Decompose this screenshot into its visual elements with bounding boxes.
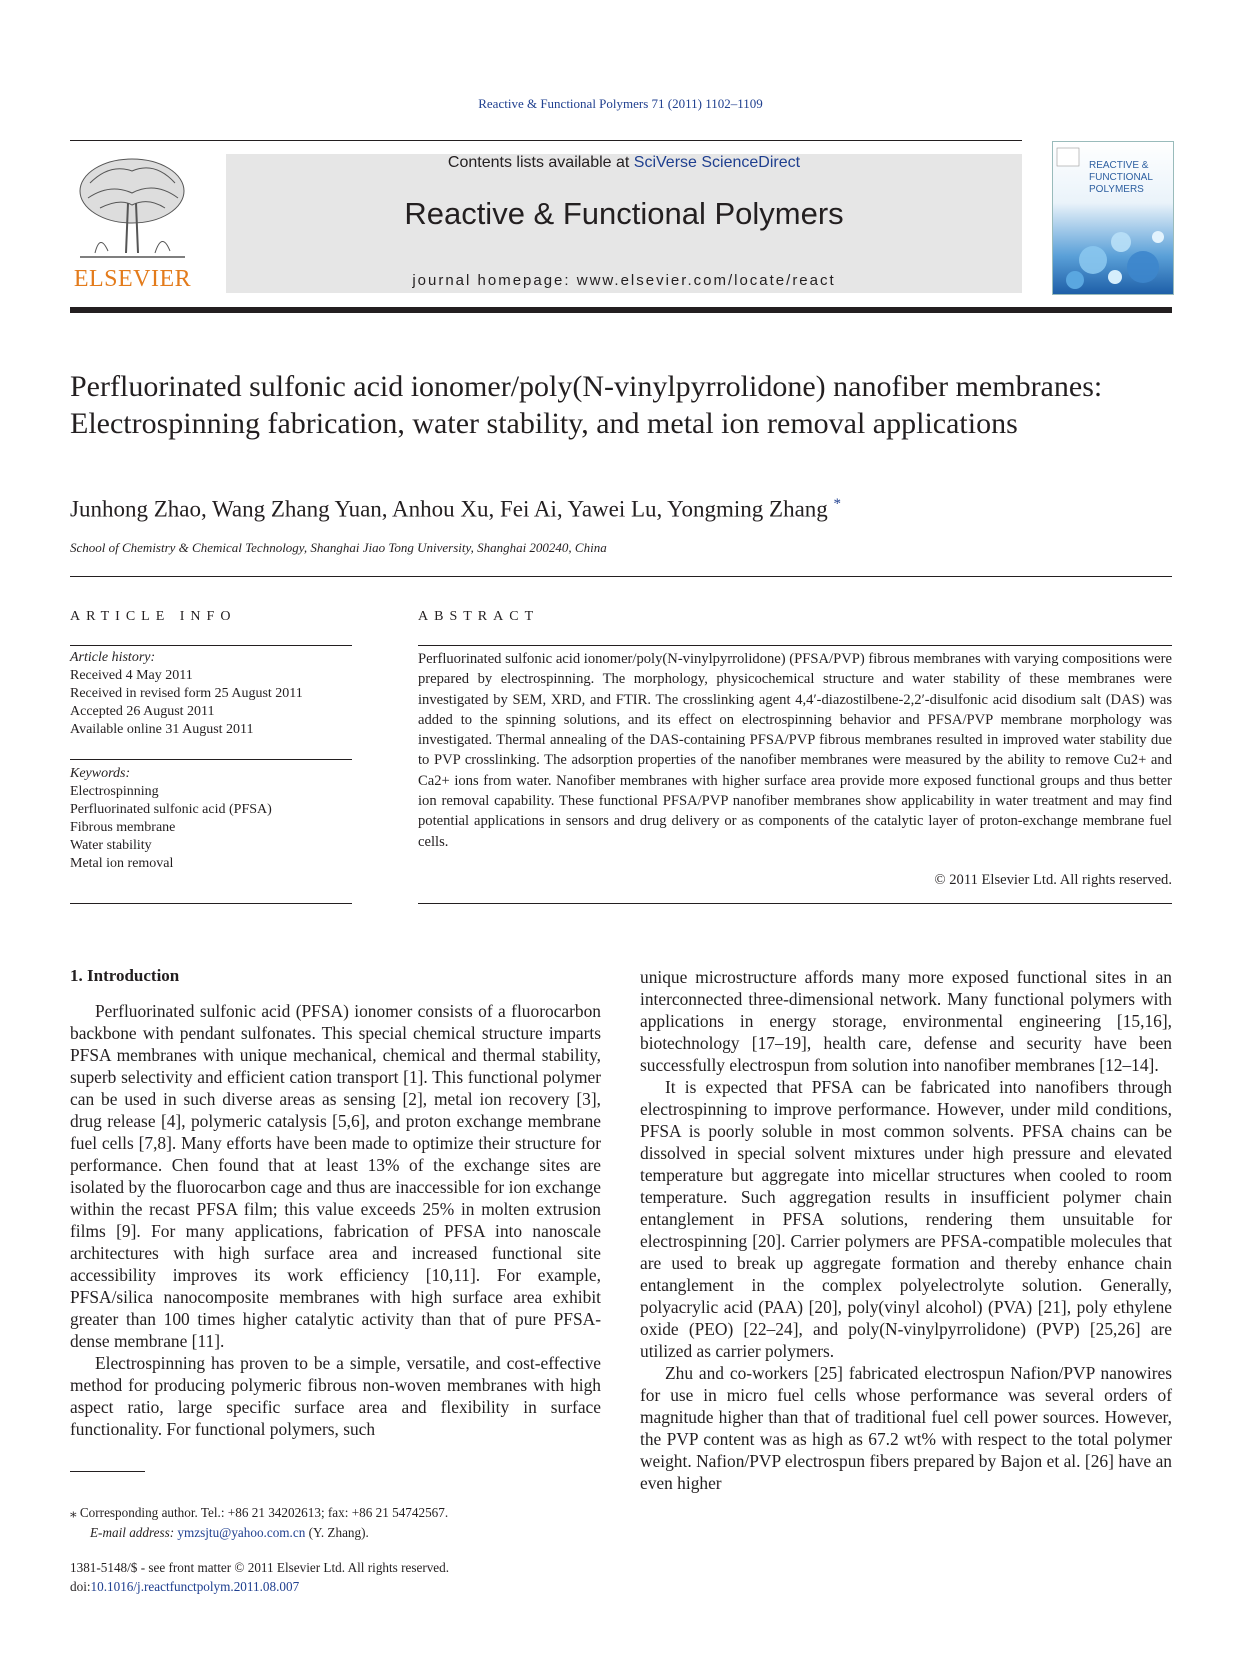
abstract-text: Perfluorinated sulfonic acid ionomer/poly(N-vinylpyrrolidone) (PFSA/PVP) fibrous membranes with varying compositions were prepared by electrospinning. The morphology, physicochemical structure and water stability of these membranes were investigated by SEM, XRD, and FTIR. The crosslinking agent 4,4′-diazostilbene-2,2′-disulfonic acid disodium salt (DAS) was added to the spinning solutions, and its effect on electrospinning behavior and PFSA/PVP membrane morphology was investigated. Thermal annealing of the DAS-containing PFSA/PVP fibrous membranes resulted in improved water stability due to PVP crosslinking. The adsorption properties of the nanofiber membranes were measured by the ability to remove Cu2+ and Ca2+ ions from water. Nanofiber membranes with higher surface area provide more exposed functional groups and thus better ion removal capability. These functional PFSA/PVP nanofiber membranes show applicability in water treatment and may find potential applications in sensors and drug delivery or as components of the catalytic layer of proton-exchange membrane fuel cells. [418, 651, 1172, 850]
keyword-item: Water stability [70, 838, 152, 853]
history-item: Accepted 26 August 2011 [70, 704, 215, 719]
history-item: Received 4 May 2011 [70, 668, 193, 683]
journal-banner [226, 154, 1022, 293]
corresponding-author-mark[interactable]: * [833, 496, 842, 512]
cover-title: REACTIVE & FUNCTIONAL POLYMERS [1089, 160, 1153, 195]
publisher-name: ELSEVIER [73, 266, 192, 292]
paragraph: unique microstructure affords many more exposed functional sites in an interconnected three-dimensional network. Many functional polymers with applications in energy storage, environmental engineering [15,16], biotechnology [17–19], health care, defense and security have been successfully electrospun from solution into nanofiber membranes [12–14]. [640, 967, 1172, 1075]
doi-link[interactable]: 10.1016/j.reactfunctpolym.2011.08.007 [90, 1579, 300, 1594]
homepage-line [226, 272, 1022, 289]
email-label: E-mail address: [90, 1525, 175, 1540]
elsevier-logo [70, 153, 195, 293]
abstract-heading: ABSTRACT [418, 609, 540, 624]
elsevier-tree-icon [70, 153, 195, 263]
article-history [70, 649, 352, 739]
doi-label: doi: [70, 1579, 91, 1594]
corresponding-author-note [70, 1503, 630, 1523]
authors-text: Junhong Zhao, Wang Zhang Yuan, Anhou Xu, Fei Ai, Yawei Lu, Yongming Zhang [70, 496, 828, 522]
abstract-rule [418, 645, 1172, 646]
issn-line: 1381-5148/$ - see front matter © 2011 Elsevier Ltd. All rights reserved. [70, 1560, 450, 1575]
author-list [70, 496, 841, 523]
email-link[interactable]: ymzsjtu@yahoo.com.cn [177, 1525, 306, 1540]
info-rule [70, 903, 352, 904]
article-info-heading: ARTICLE INFO [70, 609, 237, 624]
doi-line [70, 1577, 630, 1596]
affiliation: School of Chemistry & Chemical Technology, Shanghai Jiao Tong University, Shanghai 200240, China [70, 540, 607, 555]
info-rule [70, 759, 352, 760]
article-title: Perfluorinated sulfonic acid ionomer/poly(N-vinylpyrrolidone) nanofiber membranes: Electrospinning fabrication, water stability, and metal ion removal applications [70, 370, 1103, 440]
body-column-right [640, 966, 1172, 1494]
keyword-item: Perfluorinated sulfonic acid (PFSA) [70, 802, 272, 817]
paragraph: Zhu and co-workers [25] fabricated electrospun Nafion/PVP nanowires for use in micro fuel cells whose performance was several orders of magnitude higher than that of traditional fuel cell power sources. However, the PVP content was as high as 67.2 wt% with respect to the total polymer weight. Nafion/PVP electrospun fibers prepared by Bajon et al. [26] have an even higher [640, 1363, 1172, 1493]
paragraph: Electrospinning has proven to be a simple, versatile, and cost-effective method for producing polymeric fibrous non-woven membranes with high aspect ratio, large specific surface area and flexibility in surface functionality. For functional polymers, such [70, 1353, 601, 1439]
email-suffix: (Y. Zhang). [308, 1525, 369, 1540]
paragraph: It is expected that PFSA can be fabricated into nanofibers through electrospinning to improve performance. However, under mild conditions, PFSA is poorly soluble in most common solvents. PFSA chains can be dissolved in special solvent mixtures under high pressure and elevated temperature but aggregate into micellar structures when cooled to room temperature. Such aggregation results in insufficient polymer chain entanglement in PFSA solutions, rendering them unsuitable for electrospinning [20]. Carrier polymers are PFSA-compatible molecules that are used to break up aggregate formation and thereby enhance chain entanglement in the complex polyelectrolyte solution. Generally, polyacrylic acid (PAA) [20], poly(vinyl alcohol) (PVA) [21], poly ethylene oxide (PEO) [22–24], and poly(N-vinylpyrrolidone) (PVP) [25,26] are utilized as carrier polymers. [640, 1077, 1172, 1361]
journal-cover-image [1052, 141, 1174, 295]
history-item: Available online 31 August 2011 [70, 722, 254, 737]
paragraph: Perfluorinated sulfonic acid (PFSA) ionomer consists of a fluorocarbon backbone with pendant sulfonates. This special chemical structure imparts PFSA membranes with unique mechanical, chemical and thermal stability, superb selectivity and efficient cation transport [1]. This functional polymer can be used in such diverse areas as sensing [2], metal ion recovery [3], drug release [4], polymeric catalysis [5,6], and proton exchange membrane fuel cells [7,8]. Many efforts have been made to optimize their structure for performance. Chen found that at least 13% of the exchange sites are isolated by the fluorocarbon cage and thus are inaccessible for ion exchange within the recast PFSA film; this value exceeds 25% in molten extrusion films [9]. For many applications, fabrication of PFSA into nanoscale architectures with high surface area and increased functional site accessibility improves its work efficiency [10,11]. For example, PFSA/silica nanocomposite membranes with high surface area exhibit greater than 100 times higher catalytic activity than that of pure PFSA-dense membrane [11]. [70, 1001, 601, 1351]
contents-line [226, 154, 1022, 172]
keyword-item: Metal ion removal [70, 856, 174, 871]
homepage-prefix: journal homepage: [412, 272, 577, 289]
footnote-rule [70, 1471, 145, 1472]
journal-reference[interactable]: Reactive & Functional Polymers 71 (2011) 1102–1109 [478, 96, 763, 111]
keyword-item: Electrospinning [70, 784, 159, 799]
email-line [70, 1523, 630, 1543]
footnote [70, 1503, 630, 1543]
sciencedirect-link[interactable]: SciVerse ScienceDirect [633, 154, 801, 171]
header-thick-rule [70, 307, 1172, 313]
header-rule [70, 140, 1022, 141]
keywords [70, 765, 352, 873]
body-column-left [70, 1000, 601, 1440]
front-matter-info [70, 1558, 630, 1596]
keywords-label: Keywords: [70, 766, 131, 781]
footnote-mark: ⁎ [70, 1505, 77, 1520]
section-heading: 1. Introduction [70, 966, 180, 985]
footnote-text: Corresponding author. Tel.: +86 21 34202613; fax: +86 21 54742567. [79, 1505, 449, 1520]
info-rule [70, 645, 352, 646]
homepage-url[interactable]: www.elsevier.com/locate/react [576, 272, 836, 289]
abstract-copyright: © 2011 Elsevier Ltd. All rights reserved. [934, 872, 1172, 888]
journal-title: Reactive & Functional Polymers [404, 196, 844, 231]
history-item: Received in revised form 25 August 2011 [70, 686, 303, 701]
contents-prefix: Contents lists available at [447, 154, 634, 171]
abstract-rule [418, 903, 1172, 904]
keyword-item: Fibrous membrane [70, 820, 176, 835]
title-rule [70, 576, 1172, 577]
history-label: Article history: [70, 650, 156, 665]
